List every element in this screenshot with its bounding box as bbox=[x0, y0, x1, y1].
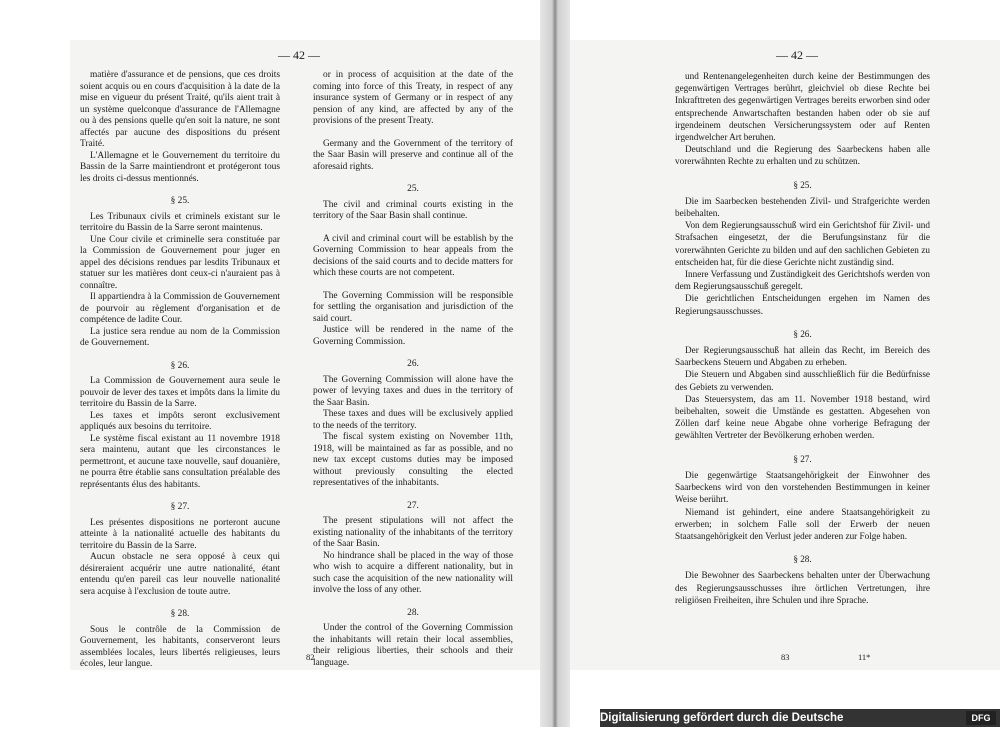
paragraph: La Commission de Gouvernement aura seule le pouvoir de lever des taxes et impôts dans la limite du territoire du Bassin de la Sarre. bbox=[80, 376, 280, 409]
spacer bbox=[313, 280, 513, 291]
english-column bbox=[313, 70, 513, 669]
paragraph: Aucun obstacle ne sera opposé à ceux qui désireraient acquérir une autre nationalité, étant entendu qu'en pareil cas leur nouvelle nationalité sera acquise à l'exclusion de toute autre. bbox=[80, 552, 280, 597]
paragraph: Die gegenwärtige Staatsangehörigkeit der Einwohner des Saarbeckens wird von den vorstehenden Bestimmungen in keiner Weise berührt. bbox=[675, 469, 930, 505]
paragraph: Von dem Regierungsausschuß wird ein Gerichtshof für Zivil- und Strafsachen eingesetzt, der die Berufungsinstanz für die vorerwähnten Gerichte zu bilden und auf den sachlichen Gebieten zu entscheiden hat, für die diese Gerichte nicht zuständig sind. bbox=[675, 220, 930, 267]
footer-bar bbox=[600, 709, 1000, 742]
paragraph: matière d'assurance et de pensions, que ces droits soient acquis ou en cours d'acquisition à la date de la mise en vigueur du présent Traité, qu'ils aient trait à un système quelconque d'assurance de l'Allemagne ou à des pensions quelle qu'en soit la nature, ne sont affectés par aucune des dispositions du présent Traité. bbox=[80, 70, 280, 149]
german-column bbox=[675, 70, 930, 606]
signature-mark: 11* bbox=[858, 652, 871, 662]
book-gutter bbox=[540, 0, 570, 727]
left-page bbox=[70, 40, 540, 670]
paragraph: und Rentenangelegenheiten durch keine der Bestimmungen des gegenwärtigen Vertrages berührt, gleichviel ob diese Rechte bei Inkrafttreten des gegenwärtigen Vertrages bereits erworben sind oder entsprechende Anwartschaften bestanden haben oder ob sie auf irgendeinem deutschen Versicherungssystem oder auf Renten irgendwelcher Art beruhen. bbox=[675, 71, 930, 143]
paragraph: These taxes and dues will be exclusively applied to the needs of the territory. bbox=[313, 409, 513, 431]
paragraph: Les Tribunaux civils et criminels existant sur le territoire du Bassin de la Sarre seront maintenus. bbox=[80, 211, 280, 233]
paragraph: La justice sera rendue au nom de la Commission de Gouvernement. bbox=[80, 326, 280, 348]
section-heading: § 27. bbox=[793, 453, 812, 464]
spacer bbox=[313, 223, 513, 234]
paragraph: Il appartiendra à la Commission de Gouvernement de pourvoir au règlement d'organisation et de compétence de ladite Cour. bbox=[80, 292, 280, 325]
paragraph: No hindrance shall be placed in the way of those who wish to acquire a different nationality, but in such case the acquisition of the new nationality will involve the loss of any other. bbox=[313, 550, 513, 595]
section-heading: § 27. bbox=[170, 502, 190, 512]
paragraph: Der Regierungsausschuß hat allein das Recht, im Bereich des Saarbeckens Steuern und Abgaben zu erheben. bbox=[675, 345, 930, 368]
right-page-marker: — 42 — bbox=[776, 48, 818, 62]
paragraph: Niemand ist gehindert, eine andere Staatsangehörigkeit zu erwerben; in solchem Falle soll der Erwerb der neuen Staatsangehörigkeit den Verlust jeder anderen zur Folge haben. bbox=[675, 506, 930, 541]
paragraph: Une Cour civile et criminelle sera constituée par la Commission de Gouvernement pour juger en appel des décisions rendues par lesdits Tribunaux et statuer sur les matières dont ceux-ci n'auraient pas à connaître. bbox=[80, 234, 280, 291]
paragraph: The fiscal system existing on November 11th, 1918, will be maintained as far as possible, and no new tax except customs duties may be imposed without previously consulting the elected representatives of the inhabitants. bbox=[313, 432, 513, 488]
paragraph: or in process of acquisition at the date of the coming into force of this Treaty, in respect of any insurance system of Germany or in respect of any pension of any kind, are affected by any of the provisions of the present Treaty. bbox=[313, 70, 513, 126]
section-heading: 27. bbox=[407, 500, 419, 511]
section-heading: § 28. bbox=[793, 554, 812, 565]
section-heading: 26. bbox=[407, 359, 419, 369]
paragraph: A civil and criminal court will be establish by the Governing Commission to hear appeals from the decisions of the said courts and to decide matters for which these courts are not competent. bbox=[313, 233, 513, 278]
right-page-number: 83 bbox=[781, 652, 790, 662]
paragraph: The Governing Commission will alone have the power of levying taxes and dues in the territory of the Saar Basin. bbox=[313, 374, 513, 408]
french-column bbox=[80, 70, 280, 671]
footer-text: Digitalisierung gefördert durch die Deutsche Forschungsgemeinschaft bbox=[600, 712, 844, 742]
left-page-number: 82 bbox=[306, 652, 315, 662]
paragraph: Deutschland und die Regierung des Saarbeckens haben alle vorerwähnten Rechte zu erhalten und zu schützen. bbox=[675, 144, 930, 167]
paragraph: Under the control of the Governing Commission the inhabitants will retain their local assemblies, their religious liberties, their schools and their language. bbox=[313, 623, 513, 668]
section-heading: § 26. bbox=[170, 360, 190, 371]
paragraph: The present stipulations will not affect the existing nationality of the inhabitants of the territory of the Saar Basin. bbox=[313, 516, 513, 549]
left-page-marker: — 42 — bbox=[278, 48, 320, 62]
section-heading: § 25. bbox=[170, 196, 190, 206]
paragraph: The civil and criminal courts existing in the territory of the Saar Basin shall continue. bbox=[313, 199, 513, 221]
paragraph: Die im Saarbecken bestehenden Zivil- und Strafgerichte werden beibehalten. bbox=[675, 195, 930, 219]
dfg-logo: DFG bbox=[966, 711, 996, 725]
paragraph: Le système fiscal existant au 11 novembre 1918 sera maintenu, autant que les circonstances le permettront, et aucune taxe nouvelle, sauf douanière, ne pourra être établie sans consultation préalable des représentants élus des habitants. bbox=[80, 433, 280, 490]
spacer bbox=[313, 128, 513, 139]
paragraph: Die Bewohner des Saarbeckens behalten unter der Überwachung des Regierungsausschusses ihre örtlichen Vertretungen, ihre religiösen Freiheiten, ihre Schulen und ihre Sprache. bbox=[675, 570, 930, 605]
paragraph: The Governing Commission will be responsible for settling the organisation and jurisdiction of the said court. bbox=[313, 290, 513, 324]
paragraph: L'Allemagne et le Gouvernement du territoire du Bassin de la Sarre maintiendront et protégeront tous les droits ci-dessus mentionnés. bbox=[80, 150, 280, 184]
section-heading: 28. bbox=[407, 607, 419, 618]
section-heading: § 28. bbox=[170, 609, 190, 619]
paragraph: Innere Verfassung und Zuständigkeit des Gerichtshofs werden von dem Regierungsausschuß geregelt. bbox=[675, 269, 930, 292]
paragraph: Die gerichtlichen Entscheidungen ergehen im Namen des Regierungsausschusses. bbox=[675, 293, 930, 316]
paragraph: Die Steuern und Abgaben sind ausschließlich für die Bedürfnisse des Gebiets zu verwenden. bbox=[675, 369, 930, 392]
section-heading: § 26. bbox=[793, 328, 812, 339]
right-page bbox=[570, 40, 1000, 670]
section-heading: 25. bbox=[407, 184, 419, 194]
paragraph: Germany and the Government of the territory of the Saar Basin will preserve and continue all of the aforesaid rights. bbox=[313, 138, 513, 172]
paragraph: Justice will be rendered in the name of the Governing Commission. bbox=[313, 325, 513, 347]
paragraph: Les taxes et impôts seront exclusivement appliqués aux besoins du territoire. bbox=[80, 410, 280, 432]
paragraph: Les présentes dispositions ne porteront aucune atteinte à la nationalité actuelle des habitants du territoire du Bassin de la Sarre. bbox=[80, 517, 280, 551]
section-heading: § 25. bbox=[793, 179, 812, 190]
paragraph: Das Steuersystem, das am 11. November 1918 bestand, wird beibehalten, soweit die Umstände es gestatten. Abgesehen von Zöllen darf keine neue Abgabe ohne vorherige Befragung der gewählten Vertreter der Bevölkerung erhoben werden. bbox=[675, 393, 930, 441]
paragraph: Sous le contrôle de la Commission de Gouvernement, les habitants, conserveront leurs assemblées locales, leurs libertés religieuses, leurs écoles, leur langue. bbox=[80, 624, 280, 669]
